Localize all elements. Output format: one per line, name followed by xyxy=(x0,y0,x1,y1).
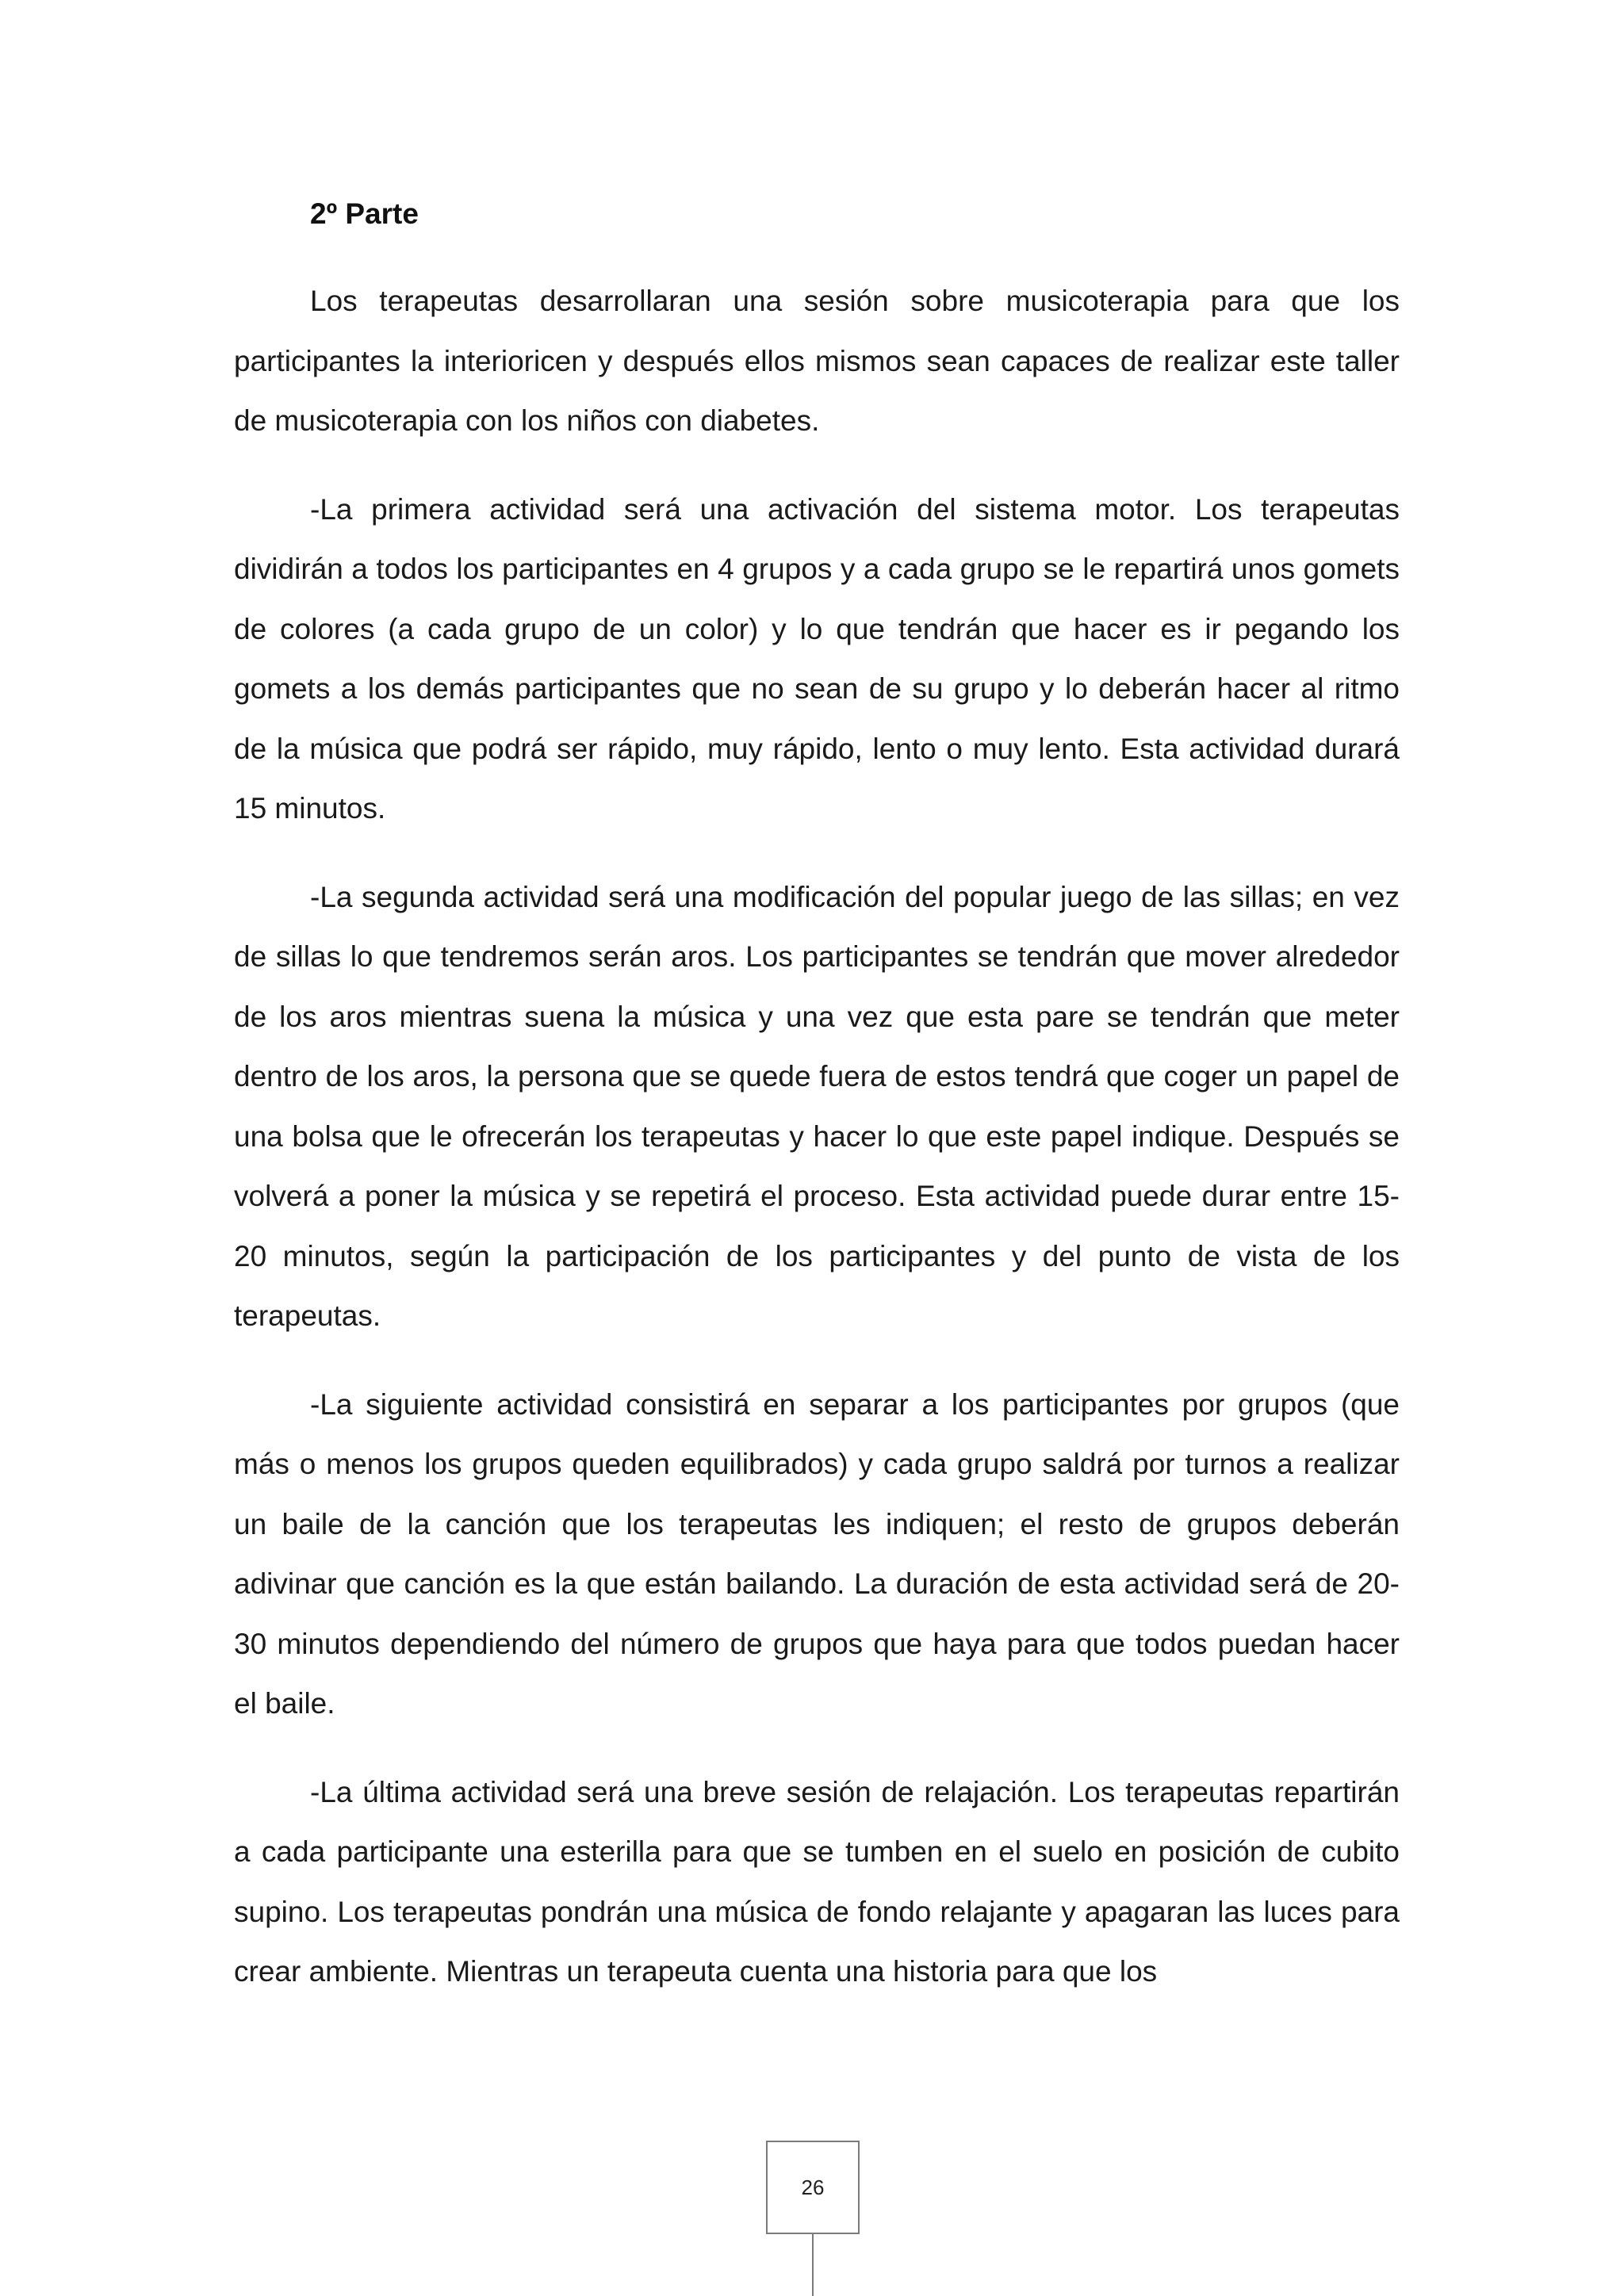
page-number-box xyxy=(766,2141,860,2234)
paragraph-activity-1: -La primera actividad será una activación del sistema motor. Los terapeutas dividirán a todos los participantes en 4 grupos y a cada grupo se le repartirá unos gomets de colores (a cada grupo de un color) y lo que tendrán que hacer es ir pegando los gomets a los demás participantes que no sean de su grupo y lo deberán hacer al ritmo de la música que podrá ser rápido, muy rápido, lento o muy lento. Esta actividad durará 15 minutos. xyxy=(234,492,1400,825)
paragraph-activity-4: -La última actividad será una breve sesión de relajación. Los terapeutas repartirán a cada participante una esterilla para que se tumben en el suelo en posición de cubito supino. Los terapeutas pondrán una música de fondo relajante y apagaran las luces para crear ambiente. Mientras un terapeuta cuenta una historia para que los xyxy=(234,1775,1400,1988)
paragraph-activity-2: -La segunda actividad será una modificación del popular juego de las sillas; en vez de sillas lo que tendremos serán aros. Los participantes se tendrán que mover alrededor de los aros mientras suena la música y una vez que esta pare se tendrán que meter dentro de los aros, la persona que se quede fuera de estos tendrá que coger un papel de una bolsa que le ofrecerán los terapeutas y hacer lo que este papel indique. Después se volverá a poner la música y se repetirá el proceso. Esta actividad puede durar entre 15-20 minutos, según la participación de los participantes y del punto de vista de los terapeutas. xyxy=(234,880,1400,1332)
footer-divider-line xyxy=(812,2234,814,2296)
paragraph-activity-3: -La siguiente actividad consistirá en separar a los participantes por grupos (que más o menos los grupos queden equilibrados) y cada grupo saldrá por turnos a realizar un baile de la canción que los terapeutas les indiquen; el resto de grupos deberán adivinar que canción es la que están bailando. La duración de esta actividad será de 20-30 minutos dependiendo del número de grupos que haya para que todos puedan hacer el baile. xyxy=(234,1387,1400,1720)
document-body xyxy=(234,190,1400,2030)
section-heading: 2º Parte xyxy=(310,197,419,230)
page-number: 26 xyxy=(801,2175,825,2199)
paragraph-intro: Los terapeutas desarrollaran una sesión sobre musicoterapia para que los participantes la interioricen y después ellos mismos sean capaces de realizar este taller de musicoterapia con los niños con diabetes. xyxy=(234,285,1400,437)
